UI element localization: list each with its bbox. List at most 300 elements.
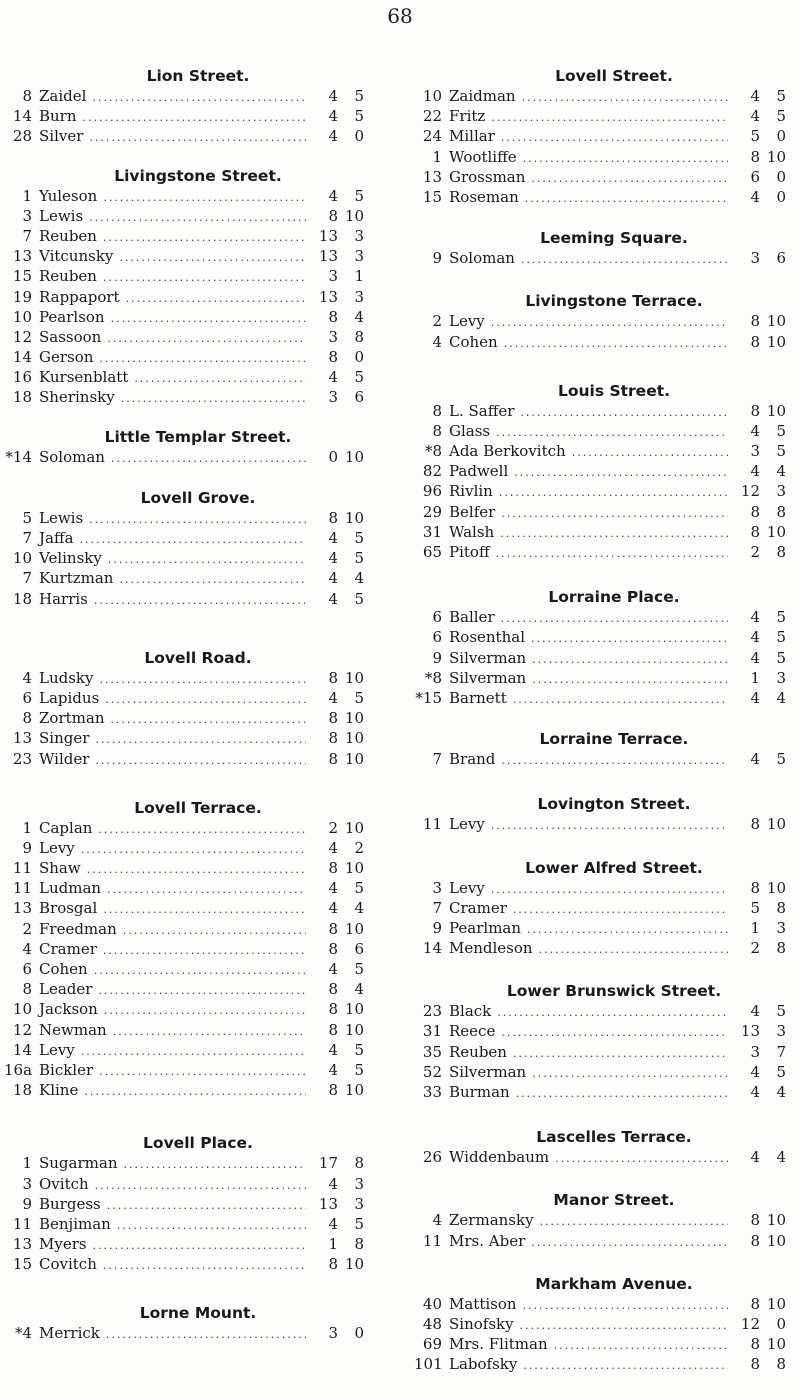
value-b: 10	[344, 447, 364, 466]
house-number: 16a	[4, 1060, 33, 1079]
house-number: 18	[12, 388, 32, 407]
value-a: 8	[328, 1020, 338, 1039]
value-a: 1	[750, 668, 760, 687]
resident-name: Mattison	[449, 1294, 517, 1313]
value-b: 10	[766, 1211, 786, 1230]
leader-dots	[499, 486, 728, 499]
leader-dots	[99, 1065, 306, 1078]
resident-name: Ludsky	[39, 668, 94, 687]
value-a: 3	[328, 267, 338, 286]
resident-name: Leader	[39, 980, 93, 999]
house-number: 3	[432, 878, 442, 897]
value-b: 3	[776, 668, 786, 687]
value-a: 8	[328, 980, 338, 999]
entry-row	[4, 308, 364, 328]
resident-name: Lewis	[39, 206, 84, 225]
entry-row	[414, 1148, 786, 1168]
entry-row	[414, 899, 786, 919]
value-b: 8	[776, 543, 786, 561]
entry-row	[4, 940, 364, 960]
value-b: 10	[344, 668, 364, 687]
house-number: 8	[432, 421, 442, 440]
leader-dots	[520, 1319, 728, 1332]
resident-name: Pearlson	[39, 307, 105, 326]
leader-dots	[491, 111, 728, 124]
section-lion-street	[4, 66, 364, 148]
house-number: 1	[22, 818, 32, 837]
leader-dots	[539, 943, 728, 956]
entry-row	[414, 188, 786, 208]
value-b: 0	[776, 1314, 786, 1333]
value-a: 4	[750, 462, 760, 481]
resident-name: Glass	[449, 421, 491, 440]
value-a: 4	[328, 1214, 338, 1233]
value-a: 12	[740, 1314, 760, 1333]
value-b: 10	[344, 709, 364, 728]
leader-dots	[95, 754, 306, 767]
house-number: 13	[12, 729, 32, 748]
leader-dots	[531, 172, 728, 185]
house-number: 31	[422, 1022, 442, 1041]
resident-name: Soloman	[39, 447, 105, 466]
value-b: 6	[776, 249, 786, 268]
leader-dots	[84, 1085, 306, 1098]
value-a: 0	[328, 447, 338, 466]
house-number: 1	[22, 1154, 32, 1173]
leader-dots	[504, 337, 728, 350]
entry-row	[414, 87, 786, 107]
leader-dots	[513, 693, 728, 706]
entry-row	[4, 689, 364, 709]
value-a: 8	[750, 1231, 760, 1250]
leader-dots	[501, 754, 728, 767]
entry-row	[4, 1021, 364, 1041]
value-a: 8	[750, 1335, 760, 1354]
house-number: 15	[12, 1255, 32, 1274]
leader-dots	[123, 924, 306, 937]
section-lovington-street	[414, 794, 786, 835]
value-b: 2	[354, 838, 364, 857]
entry-row	[414, 1355, 786, 1375]
resident-name: Benjiman	[39, 1214, 111, 1233]
value-a: 8	[750, 147, 760, 166]
resident-name: Kurtzman	[39, 569, 114, 588]
house-number: 13	[422, 167, 442, 186]
leader-dots	[501, 612, 728, 625]
leader-dots	[521, 253, 728, 266]
value-b: 5	[776, 1002, 786, 1021]
value-b: 5	[354, 107, 364, 126]
leader-dots	[123, 1158, 306, 1171]
resident-name: Brosgal	[39, 899, 98, 918]
value-a: 3	[750, 249, 760, 268]
house-number: 23	[12, 749, 32, 768]
section-livingstone-street	[4, 166, 364, 409]
value-a: 13	[318, 226, 338, 245]
value-b: 0	[354, 127, 364, 146]
entry-row	[414, 1083, 786, 1103]
value-a: 4	[328, 589, 338, 608]
value-b: 10	[344, 508, 364, 527]
leader-dots	[134, 372, 306, 385]
value-a: 4	[750, 421, 760, 440]
value-a: 4	[328, 569, 338, 588]
entry-row	[4, 1235, 364, 1255]
value-a: 8	[328, 668, 338, 687]
resident-name: Fritz	[449, 107, 486, 126]
value-a: 17	[318, 1154, 338, 1173]
value-b: 10	[344, 919, 364, 938]
house-number: 6	[22, 688, 32, 707]
value-a: 8	[328, 749, 338, 768]
house-number: 6	[432, 608, 442, 627]
value-b: 5	[776, 648, 786, 667]
entry-row	[4, 839, 364, 859]
resident-name: Caplan	[39, 818, 93, 837]
value-b: 5	[354, 87, 364, 105]
section-heading: Manor Street.	[553, 1191, 675, 1210]
house-number: 8	[22, 980, 32, 999]
value-b: 5	[776, 442, 786, 461]
entry-row	[414, 1335, 786, 1355]
house-number: 19	[12, 287, 32, 306]
value-a: 2	[328, 818, 338, 837]
resident-name: Roseman	[449, 187, 519, 206]
value-a: 8	[328, 348, 338, 367]
entry-row	[4, 509, 364, 529]
resident-name: Rosenthal	[449, 628, 525, 647]
leader-dots	[117, 1219, 306, 1232]
value-b: 5	[354, 368, 364, 387]
value-a: 3	[328, 1324, 338, 1343]
entry-row	[414, 523, 786, 543]
value-b: 10	[344, 818, 364, 837]
leader-dots	[496, 426, 728, 439]
value-a: 4	[750, 648, 760, 667]
value-a: 13	[740, 1022, 760, 1041]
house-number: 101	[414, 1355, 443, 1374]
leader-dots	[94, 594, 306, 607]
entry-row	[414, 442, 786, 462]
value-a: 5	[750, 898, 760, 917]
leader-dots	[105, 693, 306, 706]
resident-name: Levy	[449, 312, 485, 331]
section-lovell-grove	[4, 488, 364, 610]
value-b: 6	[354, 388, 364, 407]
value-b: 10	[766, 522, 786, 541]
house-number: 12	[12, 327, 32, 346]
value-b: 3	[354, 247, 364, 266]
value-a: 4	[328, 960, 338, 978]
house-number: 2	[432, 312, 442, 331]
resident-name: Reuben	[449, 1042, 507, 1061]
value-b: 3	[776, 482, 786, 501]
value-a: 4	[328, 1040, 338, 1059]
value-b: 7	[776, 1042, 786, 1061]
leader-dots	[121, 392, 306, 405]
section-heading: Lovell Street.	[555, 67, 673, 85]
entry-row	[414, 148, 786, 168]
entry-row	[4, 368, 364, 388]
resident-name: Burgess	[39, 1194, 101, 1213]
entry-row	[414, 462, 786, 482]
section-lascelles-terrace	[414, 1127, 786, 1168]
house-number: 14	[422, 939, 442, 958]
house-number: 28	[12, 127, 32, 146]
entry-row	[414, 168, 786, 188]
leader-dots	[522, 91, 728, 104]
value-b: 4	[776, 1148, 786, 1167]
section-lorraine-place	[414, 587, 786, 709]
leader-dots	[111, 452, 306, 465]
leader-dots	[103, 1259, 306, 1272]
house-number: 9	[22, 838, 32, 857]
section-heading: Lorne Mount.	[139, 1304, 257, 1323]
house-number: *14	[5, 447, 32, 466]
entry-row	[4, 1195, 364, 1215]
leader-dots	[83, 111, 306, 124]
resident-name: Belfer	[449, 502, 496, 521]
section-louis-street	[414, 381, 786, 564]
value-a: 8	[750, 1294, 760, 1313]
value-b: 10	[766, 815, 786, 834]
entry-row	[4, 1041, 364, 1061]
value-b: 8	[354, 1154, 364, 1173]
entry-row	[414, 1232, 786, 1252]
house-number: 9	[432, 918, 442, 937]
leader-dots	[531, 632, 728, 645]
value-a: 3	[750, 442, 760, 461]
value-b: 4	[354, 899, 364, 918]
entry-row	[414, 127, 786, 147]
value-b: 5	[354, 879, 364, 898]
value-b: 10	[766, 1231, 786, 1250]
resident-name: Levy	[39, 838, 75, 857]
section-markham-avenue	[414, 1274, 786, 1376]
value-b: 1	[354, 267, 364, 286]
value-b: 4	[776, 688, 786, 707]
house-number: 1	[22, 186, 32, 205]
value-b: 3	[354, 1194, 364, 1213]
value-b: 8	[776, 898, 786, 917]
resident-name: Cohen	[449, 332, 498, 351]
value-b: 5	[354, 529, 364, 547]
value-b: 10	[344, 1020, 364, 1039]
entry-row	[4, 569, 364, 589]
leader-dots	[110, 713, 306, 726]
house-number: 12	[12, 1020, 32, 1039]
section-livingstone-terrace	[414, 291, 786, 352]
value-b: 5	[354, 549, 364, 568]
entry-row	[4, 107, 364, 127]
value-a: 2	[750, 939, 760, 958]
entry-row	[414, 482, 786, 502]
house-number: 9	[22, 1194, 32, 1213]
resident-name: Reuben	[39, 226, 97, 245]
entry-row	[4, 750, 364, 770]
value-b: 4	[354, 307, 364, 326]
entry-row	[414, 503, 786, 523]
entry-row	[4, 1154, 364, 1174]
house-number: 10	[12, 549, 32, 568]
leader-dots	[554, 1339, 728, 1352]
entry-row	[4, 1061, 364, 1081]
entry-row	[414, 669, 786, 689]
section-heading: Lorraine Terrace.	[539, 730, 689, 749]
entry-row	[4, 669, 364, 689]
leader-dots	[527, 923, 728, 936]
value-a: 13	[318, 287, 338, 306]
resident-name: Soloman	[449, 249, 515, 268]
resident-name: Sinofsky	[449, 1314, 514, 1333]
entry-row	[4, 549, 364, 569]
resident-name: Zortman	[39, 709, 105, 728]
resident-name: Mrs. Flitman	[449, 1335, 548, 1354]
resident-name: Zaidman	[449, 87, 516, 105]
entry-row	[414, 649, 786, 669]
resident-name: L. Saffer	[449, 401, 515, 420]
leader-dots	[532, 1067, 728, 1080]
house-number: 35	[422, 1042, 442, 1061]
leader-dots	[99, 352, 306, 365]
house-number: 7	[22, 226, 32, 245]
value-a: 4	[750, 107, 760, 126]
value-a: 4	[328, 1174, 338, 1193]
house-number: 18	[12, 1081, 32, 1100]
resident-name: Cramer	[39, 939, 97, 958]
value-b: 5	[354, 1040, 364, 1059]
house-number: 4	[22, 668, 32, 687]
leader-dots	[89, 513, 306, 526]
entry-row	[4, 127, 364, 147]
house-number: 8	[432, 401, 442, 420]
value-b: 6	[354, 939, 364, 958]
house-number: 13	[12, 1235, 32, 1254]
value-b: 10	[766, 312, 786, 331]
left-column	[4, 66, 364, 1345]
value-b: 10	[344, 859, 364, 878]
entry-row	[4, 448, 364, 468]
leader-dots	[107, 1199, 306, 1212]
entry-row	[4, 227, 364, 247]
leader-dots	[513, 903, 728, 916]
resident-name: Lapidus	[39, 688, 100, 707]
house-number: 40	[422, 1294, 442, 1313]
value-a: 8	[328, 307, 338, 326]
house-number: 13	[12, 899, 32, 918]
section-lovell-terrace	[4, 798, 364, 1102]
leader-dots	[100, 673, 307, 686]
resident-name: Freedman	[39, 919, 117, 938]
house-number: 6	[432, 628, 442, 647]
value-b: 5	[354, 186, 364, 205]
value-a: 3	[328, 388, 338, 407]
house-number: 2	[22, 919, 32, 938]
entry-row	[4, 288, 364, 308]
leader-dots	[94, 964, 306, 977]
value-b: 5	[776, 107, 786, 126]
value-a: 4	[328, 529, 338, 547]
section-heading: Lovell Road.	[144, 648, 252, 667]
leader-dots	[501, 131, 728, 144]
value-a: 8	[328, 206, 338, 225]
resident-name: Black	[449, 1002, 492, 1021]
section-heading: Markham Avenue.	[535, 1274, 693, 1293]
leader-dots	[107, 883, 306, 896]
house-number: 48	[422, 1314, 442, 1333]
entry-row	[4, 348, 364, 368]
leader-dots	[497, 1006, 728, 1019]
value-b: 5	[354, 960, 364, 978]
value-b: 10	[344, 1081, 364, 1100]
entry-row	[414, 333, 786, 353]
section-heading: Livingstone Street.	[114, 166, 282, 185]
house-number: 3	[22, 1174, 32, 1193]
resident-name: Mrs. Aber	[449, 1231, 526, 1250]
leader-dots	[572, 446, 728, 459]
resident-name: Silverman	[449, 668, 527, 687]
resident-name: Zaidel	[39, 87, 87, 105]
house-number: *15	[415, 688, 442, 707]
leader-dots	[89, 211, 306, 224]
house-number: 11	[422, 815, 442, 834]
value-b: 3	[776, 1022, 786, 1041]
resident-name: Gerson	[39, 348, 94, 367]
house-number: 9	[432, 249, 442, 268]
value-a: 8	[328, 859, 338, 878]
section-lorne-mount	[4, 1303, 364, 1344]
resident-name: Velinsky	[39, 549, 102, 568]
house-number: 1	[432, 147, 442, 166]
value-b: 4	[354, 980, 364, 999]
entry-row	[414, 1022, 786, 1042]
house-number: 82	[422, 462, 442, 481]
leader-dots	[89, 131, 306, 144]
value-a: 8	[328, 729, 338, 748]
entry-row	[414, 1043, 786, 1063]
house-number: 5	[22, 508, 32, 527]
house-number: 3	[22, 206, 32, 225]
entry-row	[4, 1000, 364, 1020]
resident-name: Grossman	[449, 167, 526, 186]
value-b: 5	[354, 589, 364, 608]
house-number: 13	[12, 247, 32, 266]
leader-dots	[81, 843, 306, 856]
value-b: 10	[344, 729, 364, 748]
house-number: 4	[22, 939, 32, 958]
resident-name: Ovitch	[39, 1174, 89, 1193]
value-a: 8	[328, 709, 338, 728]
entry-row	[4, 328, 364, 348]
value-a: 8	[750, 332, 760, 351]
value-b: 5	[354, 688, 364, 707]
house-number: 7	[22, 569, 32, 588]
leader-dots	[516, 1087, 728, 1100]
resident-name: Ada Berkovitch	[449, 442, 566, 461]
entry-row	[414, 107, 786, 127]
entry-row	[414, 1002, 786, 1022]
resident-name: Brand	[449, 750, 496, 769]
value-a: 4	[750, 750, 760, 769]
house-number: 7	[22, 529, 32, 547]
house-number: 11	[422, 1231, 442, 1250]
house-number: 8	[22, 87, 32, 105]
value-b: 10	[766, 878, 786, 897]
entry-row	[4, 1255, 364, 1275]
resident-name: Sugarman	[39, 1154, 118, 1173]
entry-row	[414, 1295, 786, 1315]
resident-name: Reuben	[39, 267, 97, 286]
